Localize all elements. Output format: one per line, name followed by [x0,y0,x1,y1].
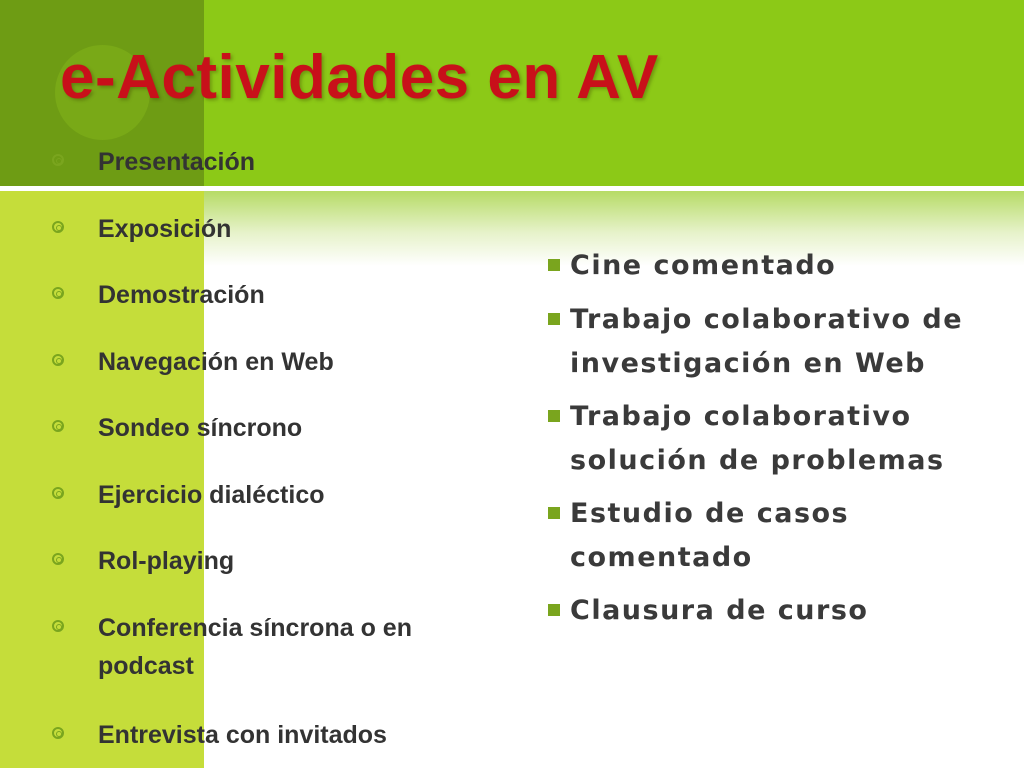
square-bullet-icon [548,410,560,422]
list-item-text: Cine comentado [570,250,837,281]
list-item [52,343,492,381]
list-item [548,298,998,386]
list-item-text: Conferencia síncrona o en podcast [98,614,412,680]
concentric-circle-bullet-icon [52,287,64,299]
list-item-text: Presentación [98,148,256,176]
concentric-circle-bullet-icon [52,487,64,499]
list-item-text: Estudio de casos comentado [570,498,850,573]
list-item-text: Ejercicio dialéctico [98,481,325,509]
list-item [548,244,998,288]
slide-title: e-Actividades en AV [60,43,659,112]
list-item [52,210,492,248]
list-item [52,542,492,580]
concentric-circle-bullet-icon [52,553,64,565]
list-item-text: Trabajo colaborativo solución de problemas [570,401,945,476]
square-bullet-icon [548,507,560,519]
concentric-circle-bullet-icon [52,221,64,233]
concentric-circle-bullet-icon [52,420,64,432]
list-item-text: Clausura de curso [570,595,869,626]
square-bullet-icon [548,313,560,325]
list-item [548,492,998,580]
list-item [548,589,998,633]
list-item [52,716,492,754]
list-item [548,395,998,483]
list-item-text: Navegación en Web [98,348,334,376]
list-item-text: Exposición [98,215,232,243]
concentric-circle-bullet-icon [52,354,64,366]
list-item [52,409,492,447]
square-bullet-icon [548,259,560,271]
list-item-text: Rol-playing [98,547,235,575]
square-bullet-icon [548,604,560,616]
concentric-circle-bullet-icon [52,620,64,632]
list-item [52,276,492,314]
list-item [52,143,492,181]
concentric-circle-bullet-icon [52,727,64,739]
list-item [52,609,492,685]
list-item-text: Sondeo síncrono [98,414,303,442]
list-item-text: Trabajo colaborativo de investigación en Web [570,304,964,379]
concentric-circle-bullet-icon [52,154,64,166]
list-item [52,476,492,514]
list-item-text: Entrevista con invitados [98,721,387,749]
list-item-text: Demostración [98,281,265,309]
